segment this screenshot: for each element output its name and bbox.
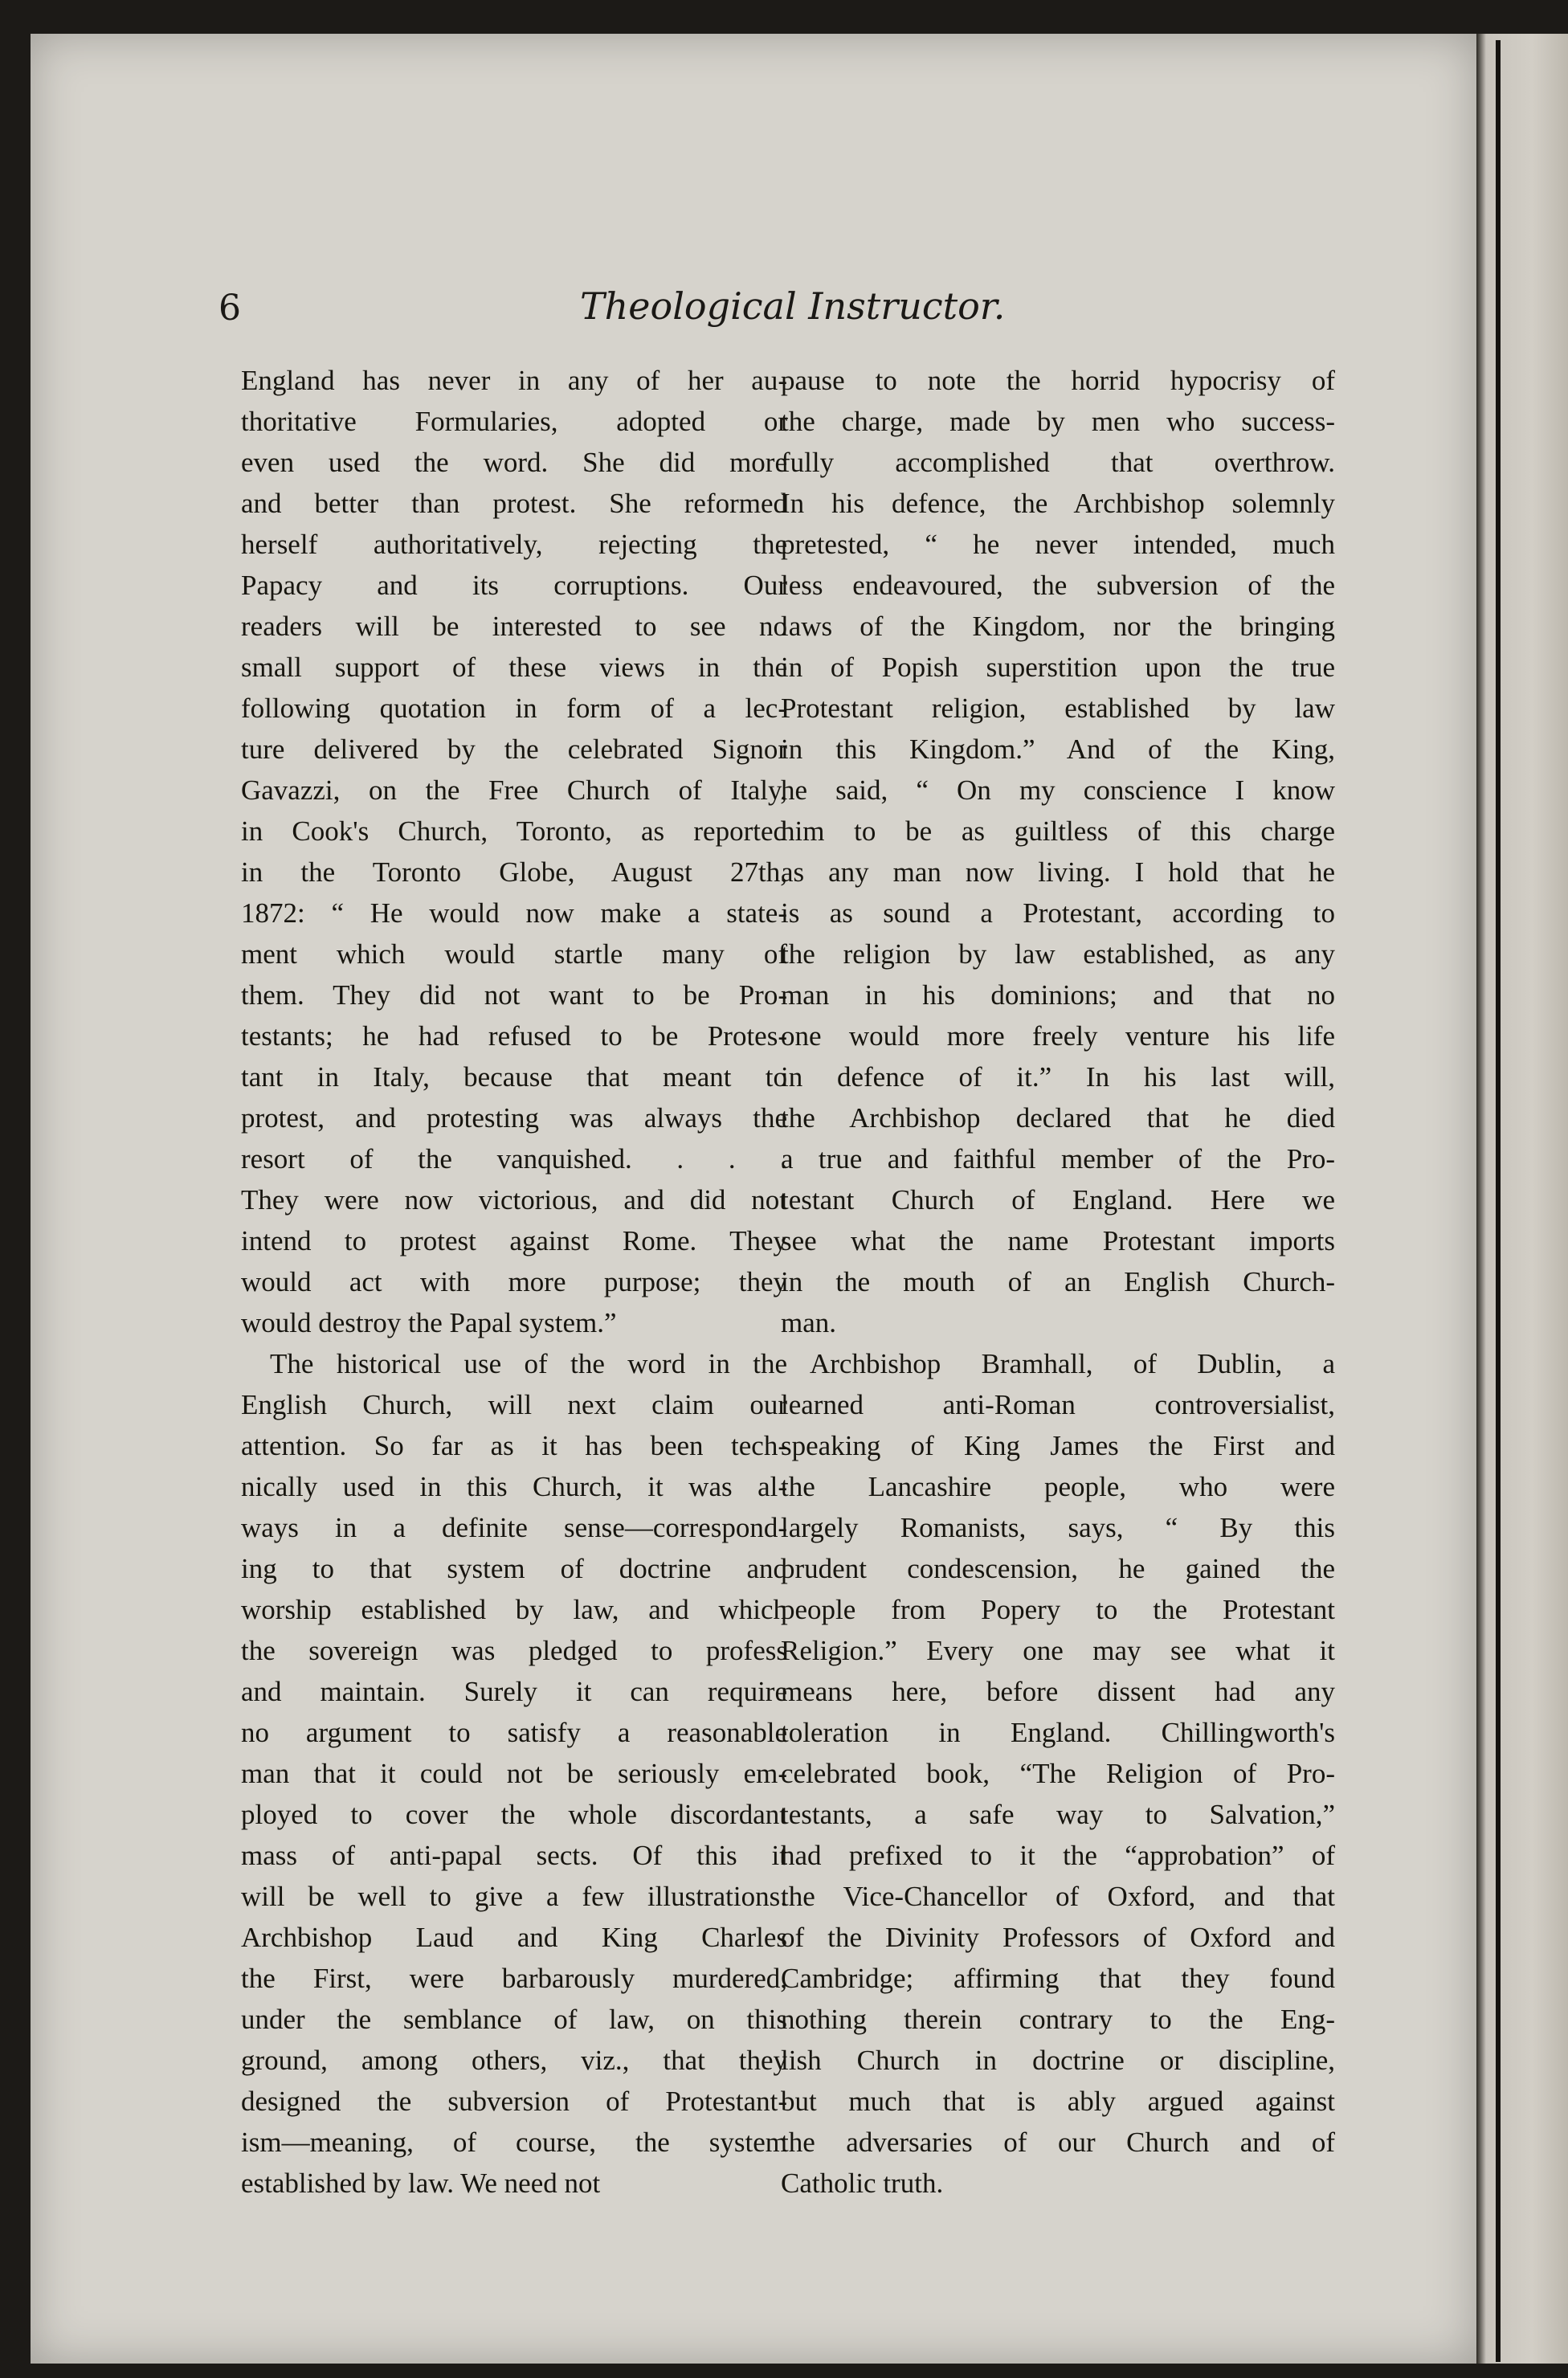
text-line: mass of anti-papal sects. Of this it (241, 1840, 787, 1871)
text-line: established by law. We need not (241, 2168, 601, 2199)
text-line: one would more freely venture his life (781, 1020, 1335, 1052)
binding-gutter (1496, 40, 1501, 2362)
text-line: testant Church of England. Here we (781, 1184, 1335, 1216)
text-line: and better than protest. She reformed (241, 488, 787, 519)
text-line: people from Popery to the Protestant (781, 1594, 1335, 1625)
text-line: and maintain. Surely it can require (241, 1676, 787, 1707)
text-line: he said, “ On my conscience I know (781, 774, 1335, 806)
right-text-column (781, 360, 1335, 2204)
text-line: no argument to satisfy a reasonable (241, 1717, 787, 1748)
text-line: in the Toronto Globe, August 27th, (241, 856, 787, 888)
text-line: Archbishop Laud and King Charles (241, 1922, 787, 1953)
text-line: In his defence, the Archbishop solemnly (781, 488, 1335, 519)
text-line: in the mouth of an English Church- (781, 1266, 1335, 1297)
page-number: 6 (218, 288, 241, 329)
left-text-column (241, 360, 787, 2204)
text-line: the First, were barbarously murdered, (241, 1963, 787, 1994)
text-line: even used the word. She did more (241, 447, 787, 478)
text-line: small support of these views in the (241, 652, 787, 683)
text-line: him to be as guiltless of this charge (781, 815, 1335, 847)
text-line: pause to note the horrid hypocrisy of (781, 365, 1335, 396)
text-line: under the semblance of law, on this (241, 2004, 787, 2035)
text-line: the religion by law established, as any (781, 938, 1335, 970)
text-line: means here, before dissent had any (781, 1676, 1335, 1707)
text-line: see what the name Protestant imports (781, 1225, 1335, 1256)
text-line: them. They did not want to be Pro- (241, 979, 787, 1011)
text-line: testants; he had refused to be Protes- (241, 1020, 787, 1052)
text-line: man. (781, 1307, 837, 1338)
text-line: the Archbishop declared that he died (781, 1102, 1335, 1134)
text-line: nothing therein contrary to the Eng- (781, 2004, 1335, 2035)
text-line: the Vice-Chancellor of Oxford, and that (781, 1881, 1335, 1912)
text-line: man in his dominions; and that no (781, 979, 1335, 1011)
text-line: resort of the vanquished. . . . (241, 1143, 787, 1175)
text-line: fully accomplished that overthrow. (781, 447, 1335, 478)
text-line: ture delivered by the celebrated Signor (241, 733, 787, 765)
text-line: a true and faithful member of the Pro- (781, 1143, 1335, 1175)
text-line: intend to protest against Rome. They (241, 1225, 787, 1256)
text-line: would act with more purpose; they (241, 1266, 787, 1297)
text-line: tant in Italy, because that meant to (241, 1061, 787, 1093)
text-line: the charge, made by men who success- (781, 406, 1335, 437)
text-line: learned anti-Roman controversialist, (781, 1389, 1335, 1420)
text-line: would destroy the Papal system.” (241, 1307, 617, 1338)
text-line: protest, and protesting was always the (241, 1102, 787, 1134)
text-line: celebrated book, “The Religion of Pro- (781, 1758, 1335, 1789)
text-line: England has never in any of her au- (241, 365, 787, 396)
text-line: lish Church in doctrine or discipline, (781, 2045, 1335, 2076)
running-title: Theological Instructor. (580, 284, 1006, 328)
text-line: the sovereign was pledged to profess (241, 1635, 787, 1666)
text-line: attention. So far as it has been tech- (241, 1430, 787, 1461)
text-line: designed the subversion of Protestant- (241, 2086, 787, 2117)
text-line: but much that is ably argued against (781, 2086, 1335, 2117)
facing-page-edge (1476, 34, 1568, 2364)
text-line: toleration in England. Chillingworth's (781, 1717, 1335, 1748)
text-line: ways in a definite sense—correspond- (241, 1512, 787, 1543)
text-line: Gavazzi, on the Free Church of Italy, (241, 774, 787, 806)
text-line: thoritative Formularies, adopted or (241, 406, 787, 437)
text-line: less endeavoured, the subversion of the (781, 570, 1335, 601)
text-line: Protestant religion, established by law (781, 693, 1335, 724)
text-line: the Lancashire people, who were (781, 1471, 1335, 1502)
text-line: worship established by law, and which (241, 1594, 787, 1625)
text-line: English Church, will next claim our (241, 1389, 787, 1420)
page-header (218, 284, 1359, 336)
text-line: They were now victorious, and did not (241, 1184, 787, 1216)
text-line: testants, a safe way to Salvation,” (781, 1799, 1335, 1830)
text-line: Catholic truth. (781, 2168, 944, 2199)
text-line: in Cook's Church, Toronto, as reported (241, 815, 787, 847)
text-line: had prefixed to it the “approbation” of (781, 1840, 1335, 1871)
text-line: Papacy and its corruptions. Our (241, 570, 787, 601)
text-line: speaking of King James the First and (781, 1430, 1335, 1461)
text-line: in of Popish superstition upon the true (781, 652, 1335, 683)
text-line: Cambridge; affirming that they found (781, 1963, 1335, 1994)
text-line: man that it could not be seriously em- (241, 1758, 787, 1789)
text-line: in this Kingdom.” And of the King, (781, 733, 1335, 765)
text-line: Archbishop Bramhall, of Dublin, a (810, 1348, 1335, 1379)
text-line: readers will be interested to see no (241, 611, 787, 642)
text-line: ing to that system of doctrine and (241, 1553, 787, 1584)
text-line: of the Divinity Professors of Oxford and (781, 1922, 1335, 1953)
text-line: Religion.” Every one may see what it (781, 1635, 1335, 1666)
text-line: ment which would startle many of (241, 938, 787, 970)
text-line: will be well to give a few illustrations. (241, 1881, 787, 1912)
text-line: ground, among others, viz., that they (241, 2045, 787, 2076)
text-line: the adversaries of our Church and of (781, 2127, 1335, 2158)
text-line: is as sound a Protestant, according to (781, 897, 1335, 929)
text-line: largely Romanists, says, “ By this (781, 1512, 1335, 1543)
text-line: 1872: “ He would now make a state- (241, 897, 787, 929)
text-line: ployed to cover the whole discordant (241, 1799, 787, 1830)
text-line: herself authoritatively, rejecting the (241, 529, 787, 560)
text-line: in defence of it.” In his last will, (781, 1061, 1335, 1093)
text-line: ism—meaning, of course, the system (241, 2127, 787, 2158)
text-line: as any man now living. I hold that he (781, 856, 1335, 888)
text-line: laws of the Kingdom, nor the bringing (781, 611, 1335, 642)
text-line: The historical use of the word in the (270, 1348, 787, 1379)
text-line: following quotation in form of a lec- (241, 693, 787, 724)
text-line: pretested, “ he never intended, much (781, 529, 1335, 560)
text-line: nically used in this Church, it was al- (241, 1471, 787, 1502)
text-line: prudent condescension, he gained the (781, 1553, 1335, 1584)
